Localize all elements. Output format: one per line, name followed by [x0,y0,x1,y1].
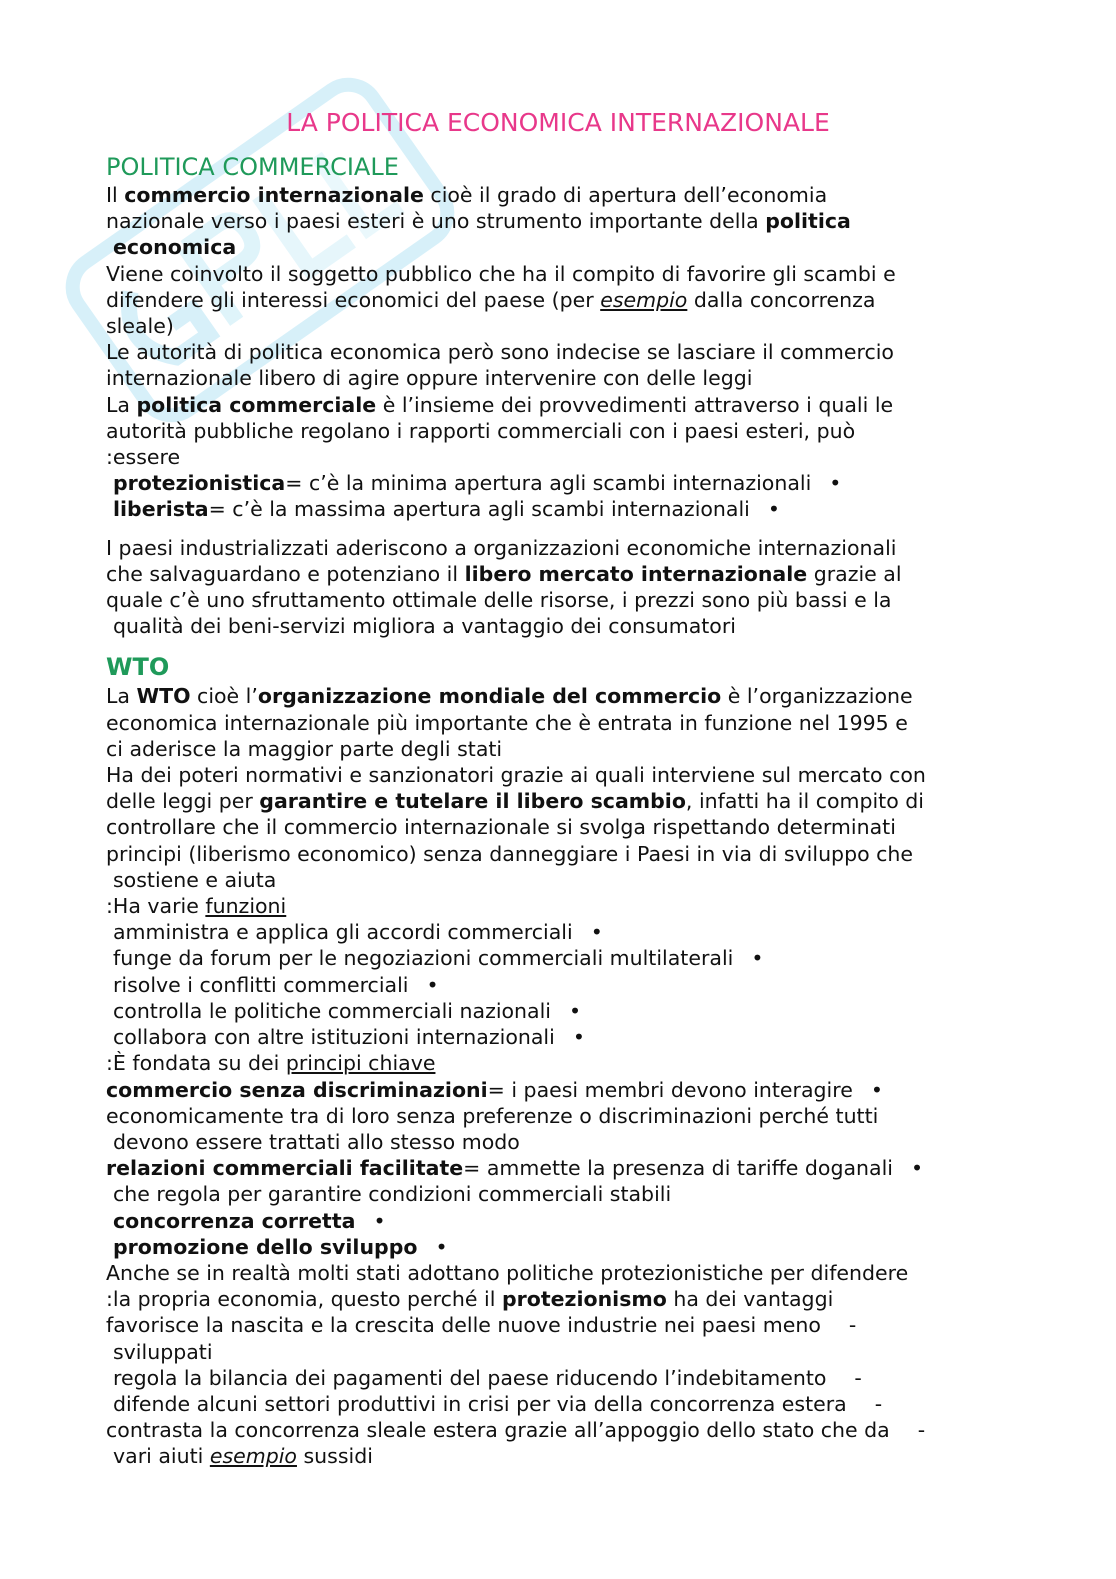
dash-icon: - [848,1313,857,1338]
bullet-icon: • [751,946,764,971]
paragraph: :la propria economia, questo perché il protezionismo ha dei vantaggi [106,1287,834,1312]
paragraph: quale c’è uno sfruttamento ottimale delle risorse, i prezzi sono più bassi e la [106,588,892,613]
list-item: amministra e applica gli accordi commerciali • [113,920,603,945]
paragraph: I paesi industrializzati aderiscono a organizzazioni economiche internazionali [106,535,897,560]
paragraph: La WTO cioè l’organizzazione mondiale del commercio è l’organizzazione [106,684,913,709]
list-item: che regola per garantire condizioni commerciali stabili [113,1182,672,1207]
paragraph: Il commercio internazionale cioè il grado di apertura dell’economia [106,183,828,207]
list-item: favorisce la nascita e la crescita delle nuove industrie nei paesi meno - [106,1313,857,1338]
paragraph: Ha dei poteri normativi e sanzionatori grazie ai quali interviene sul mercato con [106,763,926,788]
bullet-icon: • [435,1234,448,1259]
paragraph: autorità pubbliche regolano i rapporti commerciali con i paesi esteri, può [106,418,856,443]
list-item: concorrenza corretta • [113,1208,386,1233]
dash-icon: - [854,1365,862,1390]
document-body [106,104,1026,1470]
list-item: regola la bilancia dei pagamenti del paese riducendo l’indebitamento - [113,1365,862,1390]
paragraph: sostiene e aiuta [113,867,277,892]
bullet-icon: • [829,471,842,496]
paragraph: :È fondata su dei principi chiave [106,1051,436,1076]
list-item: vari aiuti esempio sussidi [113,1444,373,1469]
bullet-icon: • [373,1208,386,1233]
list-item: funge da forum per le negoziazioni commerciali multilaterali • [113,946,764,971]
bullet-icon: • [590,920,603,945]
paragraph: ci aderisce la maggior parte degli stati [106,736,503,761]
paragraph: qualità dei beni-servizi migliora a vantaggio dei consumatori [113,614,736,639]
bullet-icon: • [569,998,582,1023]
paragraph: delle leggi per garantire e tutelare il libero scambio, infatti ha il compito di [106,789,924,814]
list-item: relazioni commerciali facilitate= ammette la presenza di tariffe doganali • [106,1156,924,1181]
bullet-icon: • [910,1156,924,1181]
paragraph: La politica commerciale è l’insieme dei provvedimenti attraverso i quali le [106,392,894,417]
paragraph: nazionale verso i paesi esteri è uno strumento importante della politica [106,209,851,234]
list-item: sviluppati [113,1339,213,1364]
list-item: liberista= c’è la massima apertura agli scambi internazionali • [113,497,780,522]
list-item: controlla le politiche commerciali nazionali • [113,998,582,1023]
list-item: commercio senza discriminazioni= i paesi membri devono interagire • [106,1077,883,1102]
paragraph: Anche se in realtà molti stati adottano politiche protezionistiche per difendere [106,1260,909,1285]
dash-icon: - [917,1418,926,1443]
paragraph: principi (liberismo economico) senza danneggiare i Paesi in via di sviluppo che [106,841,914,866]
bullet-icon: • [426,972,439,997]
paragraph: sleale) [106,314,174,339]
paragraph: economica internazionale più importante che è entrata in funzione nel 1995 e [106,710,908,735]
dash-icon: - [874,1391,883,1416]
list-item: economicamente tra di loro senza preferenze o discriminazioni perché tutti [106,1103,879,1128]
list-item: risolve i conflitti commerciali • [113,972,439,997]
section-heading-politica-commerciale: POLITICA COMMERCIALE [106,153,399,181]
list-item: contrasta la concorrenza sleale estera grazie all’appoggio dello stato che da - [106,1418,926,1443]
list-item: devono essere trattati allo stesso modo [113,1129,520,1154]
paragraph: economica [113,235,237,260]
list-item: promozione dello sviluppo • [113,1234,448,1259]
list-item: collabora con altre istituzioni internazionali • [113,1025,585,1050]
paragraph: controllare che il commercio internazionale si svolga rispettando determinati [106,815,896,840]
bullet-icon: • [870,1077,883,1102]
list-item: protezionistica= c’è la minima apertura agli scambi internazionali • [113,471,842,496]
section-heading-wto: WTO [106,653,170,682]
document-title: LA POLITICA ECONOMICA INTERNAZIONALE [286,108,830,137]
paragraph: Le autorità di politica economica però sono indecise se lasciare il commercio [106,340,894,365]
bullet-icon: • [767,497,780,522]
paragraph: Viene coinvolto il soggetto pubblico che ha il compito di favorire gli scambi e [106,261,896,286]
paragraph: :essere [106,445,181,470]
paragraph: difendere gli interessi economici del paese (per esempio dalla concorrenza [106,287,876,312]
bullet-icon: • [572,1025,585,1050]
list-item: difende alcuni settori produttivi in crisi per via della concorrenza estera - [113,1391,883,1416]
paragraph: che salvaguardano e potenziano il libero mercato internazionale grazie al [106,561,902,586]
paragraph: internazionale libero di agire oppure intervenire con delle leggi [106,366,753,391]
paragraph: :Ha varie funzioni [106,894,287,919]
